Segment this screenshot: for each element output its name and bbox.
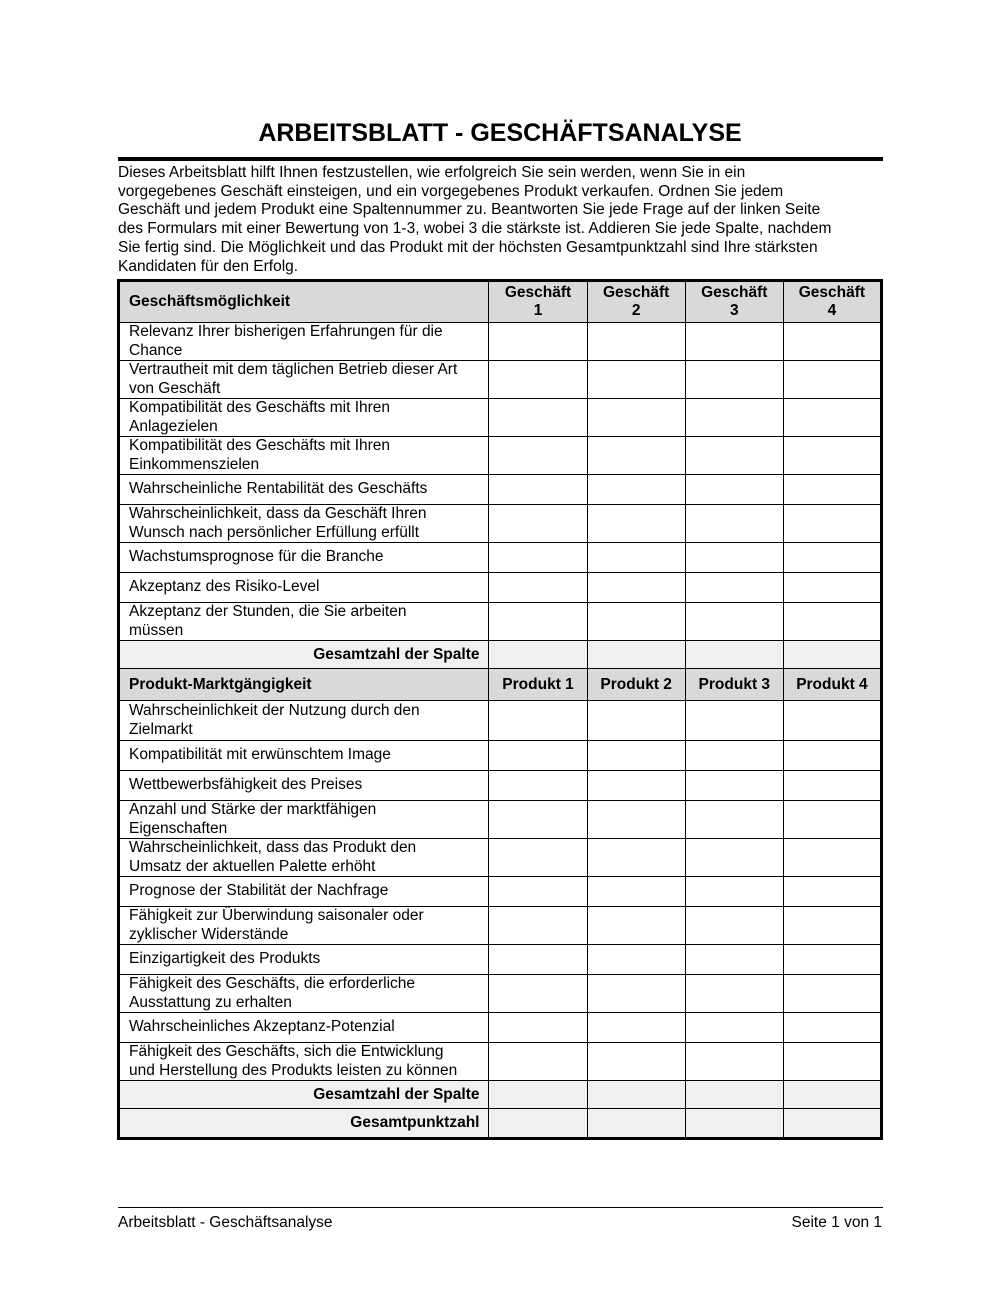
column-header-geschaeft-4: Geschäft 4: [783, 281, 881, 323]
score-cell-4[interactable]: [783, 839, 881, 877]
score-cell-4[interactable]: [783, 801, 881, 839]
score-cell-4[interactable]: [783, 323, 881, 361]
section2-criterion-row: [119, 701, 882, 741]
section1-criterion-row: [119, 475, 882, 505]
criterion-label: [119, 475, 489, 505]
score-cell-3[interactable]: [685, 771, 783, 801]
criterion-label-line: Eigenschaften: [129, 819, 228, 837]
intro-line: Sie fertig sind. Die Möglichkeit und das Produkt mit der höchsten Gesamtpunktzahl sind Ihre stärksten: [118, 238, 818, 256]
grand-total-cell-1[interactable]: [489, 1109, 587, 1139]
score-cell-2[interactable]: [587, 573, 685, 603]
score-cell-1[interactable]: [489, 437, 587, 475]
section1-column-total-row: [119, 641, 882, 669]
score-cell-3[interactable]: [685, 877, 783, 907]
criterion-label-line: Prognose der Stabilität der Nachfrage: [129, 882, 389, 900]
intro-line: vorgegebenes Geschäft einsteigen, und ein vorgegebenes Produkt verkaufen. Ordnen Sie jedem: [118, 182, 784, 200]
score-cell-3[interactable]: [685, 975, 783, 1013]
score-cell-1[interactable]: [489, 1013, 587, 1043]
criterion-label: [119, 877, 489, 907]
score-cell-1[interactable]: [489, 701, 587, 741]
score-cell-1[interactable]: [489, 399, 587, 437]
criterion-label-line: Einkommenszielen: [129, 455, 260, 473]
section1-header: Geschäftsmöglichkeit: [119, 281, 489, 323]
column-header-produkt-2: Produkt 2: [587, 669, 685, 701]
criterion-label-line: Wahrscheinliche Rentabilität des Geschäfts: [129, 480, 428, 498]
score-cell-1[interactable]: [489, 603, 587, 641]
criterion-label-line: Einzigartigkeit des Produkts: [129, 950, 321, 968]
score-cell-1[interactable]: [489, 839, 587, 877]
criterion-label: [119, 771, 489, 801]
score-cell-2[interactable]: [587, 603, 685, 641]
criterion-label-line: Wunsch nach persönlicher Erfüllung erfüllt: [129, 523, 420, 541]
criterion-label-line: Wahrscheinlichkeit der Nutzung durch den: [129, 702, 420, 719]
score-cell-4[interactable]: [783, 975, 881, 1013]
column-header-produkt-3: Produkt 3: [685, 669, 783, 701]
score-cell-2[interactable]: [587, 701, 685, 741]
criterion-label: [119, 437, 489, 475]
score-cell-2[interactable]: [587, 361, 685, 399]
column-header-produkt-1: Produkt 1: [489, 669, 587, 701]
section2-criterion-row: [119, 945, 882, 975]
section1-criterion-row: [119, 399, 882, 437]
title-divider: [118, 157, 883, 161]
column-header-geschaeft-1: Geschäft 1: [489, 281, 587, 323]
score-cell-4[interactable]: [783, 877, 881, 907]
analysis-table: [117, 279, 883, 1140]
score-cell-3[interactable]: [685, 741, 783, 771]
score-cell-2[interactable]: [587, 801, 685, 839]
grand-total-label: Gesamtpunktzahl: [119, 1109, 489, 1139]
score-cell-2[interactable]: [587, 543, 685, 573]
section1-column-total-cell-1[interactable]: [489, 641, 587, 669]
score-cell-3[interactable]: [685, 323, 783, 361]
section1-criterion-row: [119, 361, 882, 399]
criterion-label-line: Anzahl und Stärke der marktfähigen: [129, 801, 377, 818]
score-cell-2[interactable]: [587, 323, 685, 361]
criterion-label-line: zyklischer Widerstände: [129, 925, 289, 943]
score-cell-3[interactable]: [685, 603, 783, 641]
score-cell-4[interactable]: [783, 437, 881, 475]
criterion-label-line: Kompatibilität mit erwünschtem Image: [129, 746, 391, 764]
score-cell-2[interactable]: [587, 741, 685, 771]
score-cell-4[interactable]: [783, 543, 881, 573]
criterion-label-line: Fähigkeit des Geschäfts, die erforderliche: [129, 975, 416, 992]
section2-column-total-cell-2[interactable]: [587, 1081, 685, 1109]
footer-divider: [118, 1207, 883, 1208]
section1-column-total-cell-2[interactable]: [587, 641, 685, 669]
criterion-label: [119, 543, 489, 573]
grand-total-row: [119, 1109, 882, 1139]
section2-column-total-cell-4[interactable]: [783, 1081, 881, 1109]
criterion-label-line: Anlagezielen: [129, 417, 218, 435]
score-cell-2[interactable]: [587, 1013, 685, 1043]
score-cell-3[interactable]: [685, 1013, 783, 1043]
criterion-label-line: Fähigkeit zur Überwindung saisonaler oder: [129, 907, 424, 924]
score-cell-4[interactable]: [783, 361, 881, 399]
score-cell-2[interactable]: [587, 437, 685, 475]
score-cell-4[interactable]: [783, 741, 881, 771]
score-cell-1[interactable]: [489, 877, 587, 907]
criterion-label-line: Wachstumsprognose für die Branche: [129, 548, 384, 566]
section1-column-total-label: Gesamtzahl der Spalte: [119, 641, 489, 669]
criterion-label: [119, 945, 489, 975]
footer-page-number: Seite 1 von 1: [791, 1214, 882, 1231]
section2-criterion-row: [119, 975, 882, 1013]
score-cell-3[interactable]: [685, 701, 783, 741]
score-cell-1[interactable]: [489, 543, 587, 573]
score-cell-3[interactable]: [685, 945, 783, 975]
section2-criterion-row: [119, 1013, 882, 1043]
criterion-label-line: Akzeptanz des Risiko-Level: [129, 578, 320, 596]
score-cell-2[interactable]: [587, 907, 685, 945]
score-cell-1[interactable]: [489, 1043, 587, 1081]
score-cell-4[interactable]: [783, 945, 881, 975]
criterion-label-line: Umsatz der aktuellen Palette erhöht: [129, 857, 376, 875]
criterion-label: [119, 975, 489, 1013]
criterion-label-line: Wahrscheinlichkeit, dass da Geschäft Ihren: [129, 505, 427, 522]
score-cell-1[interactable]: [489, 361, 587, 399]
criterion-label-line: Kompatibilität des Geschäfts mit Ihren: [129, 399, 391, 416]
criterion-label-line: Akzeptanz der Stunden, die Sie arbeiten: [129, 603, 407, 620]
section1-criterion-row: [119, 323, 882, 361]
criterion-label-line: Vertrautheit mit dem täglichen Betrieb dieser Art: [129, 361, 458, 378]
score-cell-2[interactable]: [587, 945, 685, 975]
criterion-label-line: müssen: [129, 621, 184, 639]
score-cell-3[interactable]: [685, 907, 783, 945]
section1-header-row: [119, 281, 882, 323]
section1-criterion-row: [119, 573, 882, 603]
score-cell-2[interactable]: [587, 399, 685, 437]
section2-criterion-row: [119, 741, 882, 771]
intro-line: Dieses Arbeitsblatt hilft Ihnen festzustellen, wie erfolgreich Sie sein werden, wenn Sie in ein: [118, 164, 746, 181]
score-cell-4[interactable]: [783, 399, 881, 437]
criterion-label: [119, 361, 489, 399]
score-cell-1[interactable]: [489, 573, 587, 603]
section2-column-total-label: Gesamtzahl der Spalte: [119, 1081, 489, 1109]
intro-line: Geschäft und jedem Produkt eine Spaltennummer zu. Beantworten Sie jede Frage auf der linken Seite: [118, 201, 821, 219]
criterion-label-line: Ausstattung zu erhalten: [129, 993, 292, 1011]
score-cell-4[interactable]: [783, 771, 881, 801]
section2-criterion-row: [119, 877, 882, 907]
criterion-label-line: von Geschäft: [129, 379, 221, 397]
score-cell-4[interactable]: [783, 603, 881, 641]
score-cell-3[interactable]: [685, 475, 783, 505]
score-cell-3[interactable]: [685, 801, 783, 839]
criterion-label-line: Chance: [129, 341, 183, 359]
score-cell-1[interactable]: [489, 975, 587, 1013]
section2-criterion-row: [119, 839, 882, 877]
score-cell-1[interactable]: [489, 741, 587, 771]
criterion-label: [119, 801, 489, 839]
score-cell-3[interactable]: [685, 543, 783, 573]
score-cell-2[interactable]: [587, 771, 685, 801]
criterion-label: [119, 1013, 489, 1043]
section1-criterion-row: [119, 437, 882, 475]
score-cell-2[interactable]: [587, 975, 685, 1013]
score-cell-1[interactable]: [489, 801, 587, 839]
score-cell-1[interactable]: [489, 475, 587, 505]
criterion-label: [119, 907, 489, 945]
column-header-geschaeft-2: Geschäft 2: [587, 281, 685, 323]
column-header-produkt-4: Produkt 4: [783, 669, 881, 701]
criterion-label-line: Wahrscheinlichkeit, dass das Produkt den: [129, 839, 417, 856]
score-cell-2[interactable]: [587, 839, 685, 877]
score-cell-2[interactable]: [587, 877, 685, 907]
footer-document-title: Arbeitsblatt - Geschäftsanalyse: [118, 1214, 333, 1231]
section1-criterion-row: [119, 543, 882, 573]
score-cell-1[interactable]: [489, 505, 587, 543]
criterion-label-line: Kompatibilität des Geschäfts mit Ihren: [129, 437, 391, 454]
page-title: ARBEITSBLATT - GESCHÄFTSANALYSE: [258, 119, 742, 147]
criterion-label: [119, 839, 489, 877]
criterion-label-line: Fähigkeit des Geschäfts, sich die Entwicklung: [129, 1043, 444, 1060]
section1-criterion-row: [119, 603, 882, 641]
grand-total-cell-2[interactable]: [587, 1109, 685, 1139]
score-cell-3[interactable]: [685, 361, 783, 399]
criterion-label-line: Wahrscheinliches Akzeptanz-Potenzial: [129, 1018, 395, 1036]
score-cell-3[interactable]: [685, 839, 783, 877]
score-cell-3[interactable]: [685, 437, 783, 475]
criterion-label: [119, 603, 489, 641]
section2-column-total-cell-3[interactable]: [685, 1081, 783, 1109]
score-cell-3[interactable]: [685, 399, 783, 437]
score-cell-2[interactable]: [587, 475, 685, 505]
section2-criterion-row: [119, 1043, 882, 1081]
section2-column-total-row: [119, 1081, 882, 1109]
criterion-label-line: Relevanz Ihrer bisherigen Erfahrungen für die: [129, 323, 443, 340]
section1-column-total-cell-4[interactable]: [783, 641, 881, 669]
score-cell-1[interactable]: [489, 771, 587, 801]
criterion-label: [119, 573, 489, 603]
criterion-label: [119, 701, 489, 741]
score-cell-3[interactable]: [685, 573, 783, 603]
score-cell-1[interactable]: [489, 323, 587, 361]
score-cell-4[interactable]: [783, 475, 881, 505]
criterion-label-line: Zielmarkt: [129, 720, 193, 738]
criterion-label-line: und Herstellung des Produkts leisten zu können: [129, 1061, 458, 1079]
grand-total-cell-3[interactable]: [685, 1109, 783, 1139]
criterion-label: [119, 399, 489, 437]
section2-column-total-cell-1[interactable]: [489, 1081, 587, 1109]
section2-criterion-row: [119, 907, 882, 945]
criterion-label: [119, 741, 489, 771]
score-cell-4[interactable]: [783, 907, 881, 945]
score-cell-1[interactable]: [489, 907, 587, 945]
criterion-label: [119, 505, 489, 543]
grand-total-cell-4[interactable]: [783, 1109, 881, 1139]
score-cell-4[interactable]: [783, 573, 881, 603]
score-cell-2[interactable]: [587, 505, 685, 543]
section2-criterion-row: [119, 801, 882, 839]
section2-header: Produkt-Marktgängigkeit: [119, 669, 489, 701]
section2-criterion-row: [119, 771, 882, 801]
section1-criterion-row: [119, 505, 882, 543]
score-cell-4[interactable]: [783, 505, 881, 543]
column-header-geschaeft-3: Geschäft 3: [685, 281, 783, 323]
score-cell-3[interactable]: [685, 1043, 783, 1081]
section2-header-row: [119, 669, 882, 701]
criterion-label: [119, 1043, 489, 1081]
score-cell-4[interactable]: [783, 1043, 881, 1081]
intro-line: Kandidaten für den Erfolg.: [118, 257, 299, 275]
criterion-label: [119, 323, 489, 361]
score-cell-4[interactable]: [783, 1013, 881, 1043]
score-cell-1[interactable]: [489, 945, 587, 975]
criterion-label-line: Wettbewerbsfähigkeit des Preises: [129, 776, 363, 794]
section1-column-total-cell-3[interactable]: [685, 641, 783, 669]
intro-paragraph: [118, 164, 888, 276]
score-cell-3[interactable]: [685, 505, 783, 543]
score-cell-2[interactable]: [587, 1043, 685, 1081]
score-cell-4[interactable]: [783, 701, 881, 741]
intro-line: des Formulars mit einer Bewertung von 1-3, wobei 3 die stärkste ist. Addieren Sie jede Spalte, nachdem: [118, 220, 832, 238]
